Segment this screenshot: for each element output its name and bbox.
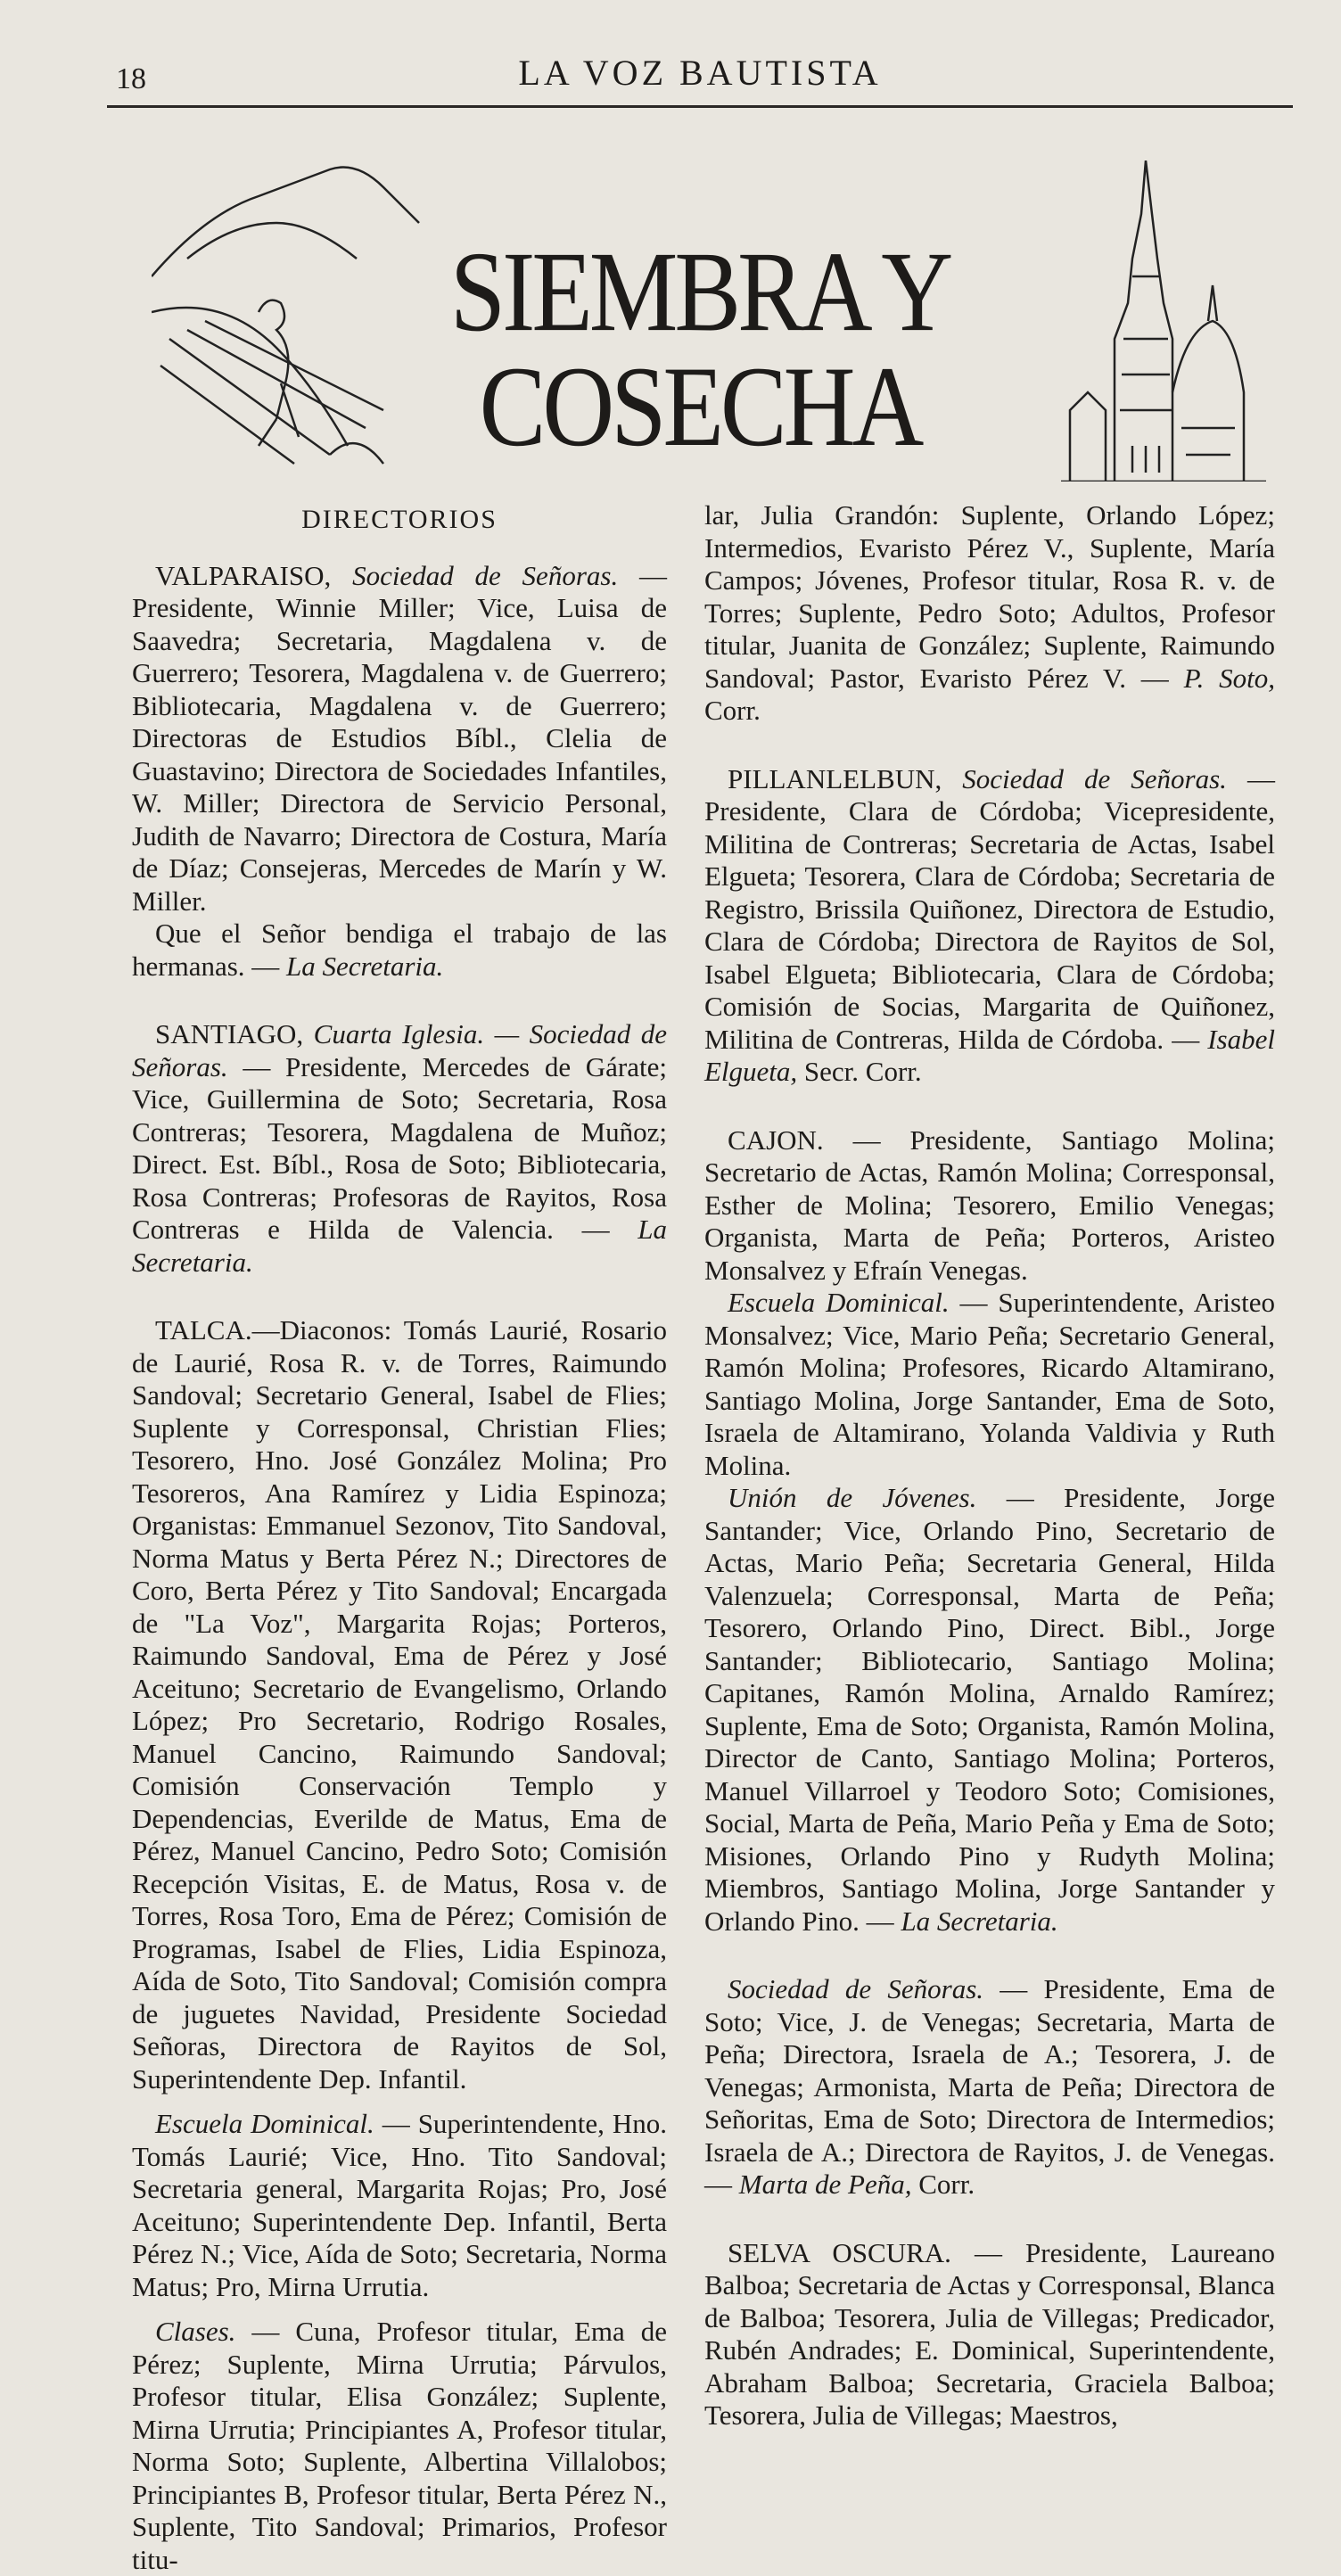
journal-title: LA VOZ BAUTISTA <box>518 53 882 93</box>
entry-pillanlelbun: PILLANLELBUN, Sociedad de Señoras. — Presidente, Clara de Córdoba; Vicepresidente, Militina de Contreras; Secretaria de Actas, Isabel Elgueta; Tesorera, Clara de Córdoba; Secretaria de Registro, Brissila Quiñonez, Directora de Estudio, Clara de Córdoba; Directora de Rayitos de Sol, Isabel Elgueta; Bibliotecaria, Clara de Córdoba; Comisión de Socias, Margarita de Quiñonez, Militina de Contreras, Hilda de Córdoba. — Isabel Elgueta, Secr. Corr. <box>704 762 1275 1087</box>
left-column <box>132 504 667 2576</box>
entry-talca-escuela: Escuela Dominical. — Superintendente, Hno. Tomás Laurié; Vice, Hno. Tito Sandoval; Secretaria general, Margarita Rojas; Pro, José Aceituno; Superintendente Dep. Infantil, Berta Pérez N.; Vice, Aída de Soto; Secretaria, Norma Matus; Pro, Mirna Urrutia. <box>132 2108 667 2302</box>
entry-cajon-escuela: Escuela Dominical. — Superintendente, Aristeo Monsalvez; Vice, Mario Peña; Secretario General, Ramón Molina; Profesores, Ricardo Altamirano, Santiago Molina, Jorge Santander, Ema de Soto, Israela de Altamirano, Yolanda Valdivia y Ruth Molina. <box>704 1287 1275 1481</box>
entry-valparaiso-closing: Que el Señor bendiga el trabajo de las hermanas. — La Secretaria. <box>132 918 667 982</box>
entry-selva-oscura: SELVA OSCURA. — Presidente, Laureano Balboa; Secretaria de Actas y Corresponsal, Blanca de Balboa; Tesorera, Julia de Villegas; Predicador, Rubén Andrades; E. Dominical, Superintendente, Abraham Balboa; Secretaria, Graciela Balboa; Tesorera, Julia de Villegas; Maestros, <box>704 2236 1275 2431</box>
entry-talca-continuation: lar, Julia Grandón: Suplente, Orlando López; Intermedios, Evaristo Pérez V., Suplente, María Campos; Jóvenes, Profesor titular, Rosa R. v. de Torres; Suplente, Pedro Soto; Adultos, Profesor titular, Juanita de González; Suplente, Raimundo Sandoval; Pastor, Evaristo Pérez V. — P. Soto, Corr. <box>704 499 1275 726</box>
entry-santiago: SANTIAGO, Cuarta Iglesia. — Sociedad de Señoras. — Presidente, Mercedes de Gárate; Vice, Guillermina de Soto; Secretaria, Rosa Contreras; Tesorera, Magdalena de Muñoz; Direct. Est. Bíbl., Rosa de Soto; Bibliotecaria, Rosa Contreras; Profesoras de Rayitos, Rosa Contreras e Hilda de Valencia. — La Secretaria. <box>132 1018 668 1278</box>
section-heading: DIRECTORIOS <box>301 505 498 534</box>
banner-title: SIEMBRA Y COSECHA <box>449 228 950 471</box>
entry-talca: TALCA.—Diaconos: Tomás Laurié, Rosario de Laurié, Rosa R. v. de Torres, Raimundo Sandoval; Secretario General, Isabel de Flies; Suplente y Corresponsal, Christian Flies; Tesorero, Hno. José González Molina; Pro Tesoreros, Ana Ramírez y Lidia Espinoza; Organistas: Emmanuel Sezonov, Tito Sandoval, Norma Matus y Berta Pérez N.; Directores de Coro, Berta Pérez y Tito Sandoval; Encargada de "La Voz", Margarita Rojas; Porteros, Raimundo Sandoval, Ema de Pérez y José Aceituno; Secretario de Evangelismo, Orlando López; Pro Secretario, Rodrigo Rosales, Manuel Cancino, Raimundo Sandoval; Comisión Conservación Templo y Dependencias, Everilde de Matus, Ema de Pérez, Manuel Cancino, Pedro Soto; Comisión Recepción Visitas, E. de Matus, Rosa v. de Torres, Rosa Toro, Ema de Pérez; Comisión de Programas, Isabel de Flies, Lidia Espinoza, Aída de Soto, Tito Sandoval; Comisión compra de juguetes Navidad, Presidente Sociedad Señoras, Directora de Rayitos de Sol, Superintendente Dep. Infantil. <box>132 1314 667 2095</box>
entry-valparaiso: VALPARAISO, Sociedad de Señoras. — Presidente, Winnie Miller; Vice, Luisa de Saavedra; Secretaria, Magdalena v. de Guerrero; Tesorera, Magdalena v. de Guerrero; Bibliotecaria, Magdalena v. de Guerrero; Directoras de Estudios Bíbl., Clelia de Guastavino; Directora de Sociedades Infantiles, W. Miller; Directora de Servicio Personal, Judith de Navarro; Directora de Costura, María de Díaz; Consejeras, Mercedes de Marín y W. Miller. <box>132 559 668 917</box>
cathedral-illustration <box>1061 160 1266 481</box>
entry-cajon: CAJON. — Presidente, Santiago Molina; Secretario de Actas, Ramón Molina; Corresponsal, Esther de Molina; Tesorero, Emilio Venegas; Organista, Marta de Peña; Porteros, Aristeo Monsalvez y Efraín Venegas. <box>704 1123 1275 1286</box>
entry-cajon-union: Unión de Jóvenes. — Presidente, Jorge Santander; Vice, Orlando Pino, Secretario de Actas, Mario Peña; Secretaria General, Hilda Valenzuela; Corresponsal, Marta de Peña; Tesorero, Orlando Pino, Direct. Bibl., Jorge Santander; Bibliotecario, Santiago Molina; Capitanes, Ramón Molina, Arnaldo Ramírez; Suplente, Ema de Soto; Organista, Ramón Molina, Director de Canto, Santiago Molina; Porteros, Manuel Villarroel y Teodoro Soto; Comisiones, Social, Marta de Peña, Mario Peña y Ema de Soto; Misiones, Orlando Pino y Rudyth Molina; Miembros, Santiago Molina, Jorge Santander y Orlando Pino. — La Secretaria. <box>704 1482 1275 1937</box>
right-column <box>704 499 1275 2432</box>
page-header <box>107 43 1293 108</box>
entry-talca-clases: Clases. — Cuna, Profesor titular, Ema de Pérez; Suplente, Mirna Urrutia; Párvulos, Profesor titular, Elisa González; Suplente, Mirna Urrutia; Principiantes A, Profesor titular, Norma Soto; Suplente, Albertina Villalobos; Principiantes B, Profesor titular, Berta Pérez N., Suplente, Tito Sandoval; Primarios, Profesor titu- <box>132 2316 667 2575</box>
entry-cajon-sociedad: Sociedad de Señoras. — Presidente, Ema de Soto; Vice, J. de Venegas; Secretaria, Marta de Peña; Directora, Israela de A.; Tesorera, J. de Venegas; Armonista, Marta de Peña; Directora de Señoritas, Ema de Soto; Directora de Intermedios; Israela de A.; Directora de Rayitos, J. de Venegas. — Marta de Peña, Corr. <box>704 1973 1276 2200</box>
page-number: 18 <box>116 62 146 95</box>
section-banner <box>152 160 1266 481</box>
